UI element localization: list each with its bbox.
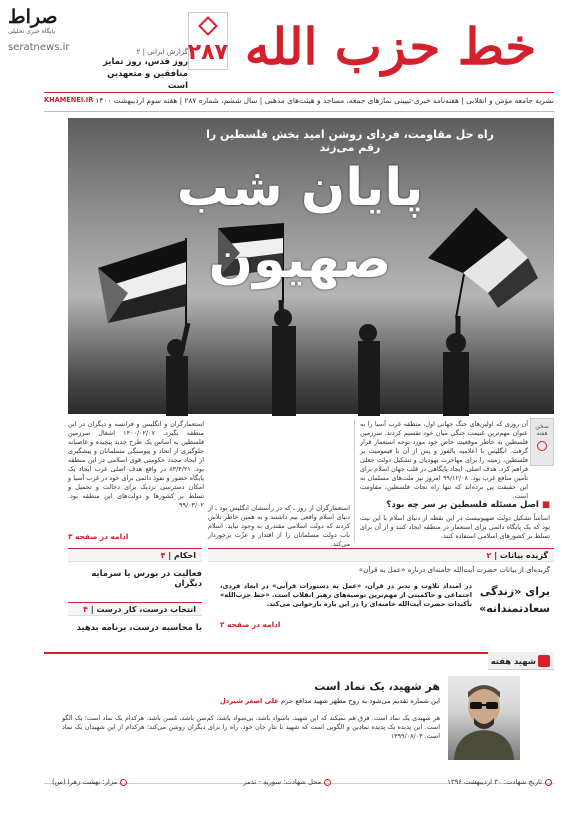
footer-grave: مزار: بهشت زهرا (س) <box>52 778 118 786</box>
emblem-icon <box>198 16 218 36</box>
editorial-icon-box <box>530 418 554 466</box>
martyr-footer <box>52 774 552 790</box>
bayanat-title[interactable]: برای «زندگی سعادتمندانه» <box>479 585 550 615</box>
subheader-site[interactable]: KHAMENEI.IR <box>44 96 94 104</box>
teaser-topline: گزارش ایرانی | ۲ <box>136 48 188 56</box>
masthead-title: خط حزب الله <box>244 17 537 76</box>
divider <box>44 111 554 112</box>
martyr-tab <box>488 652 554 670</box>
subheader-text: نشریه جامعه مؤمن و انقلابی | هفته‌نامه خبری-تبیینی نمازهای جمعه، مساجد و هیئت‌های مذهبی | سال ششم، شماره ۲۸۷ | هفته سوم اردیبهشت ۱۴۰۰ <box>95 96 554 105</box>
section-page: ۴ <box>160 551 166 560</box>
watermark-logo: صراط <box>8 6 58 28</box>
ahkam-story-link[interactable]: فعالیت در بورس یا سرمایه دیگران <box>91 568 202 588</box>
martyr-portrait <box>448 676 520 760</box>
silhouettes <box>166 300 469 416</box>
middle-column-body: استعمارگران از روز ـ که در رأسشان انگلیس بود ـ از دنیای اسلام واقعی بیم داشتند و به همین خاطر تلاش کردند که دولت اسلامی مقتدری به وجود نیاید. اسلام ناب دولت مسلمانان را از اقتدار و عزّت برخوردار می‌کند. <box>208 504 350 548</box>
location-icon <box>324 779 331 786</box>
martyr-lead-text: این شماره تقدیم می‌شود به روح مطهر شهید مدافع حرم <box>281 697 440 705</box>
divider <box>44 92 554 93</box>
footer-place: محل شهادت: سوریه - تدمر <box>243 778 322 786</box>
section-page: ۴ <box>83 605 88 614</box>
flag-left <box>98 238 186 328</box>
martyr-body: هر شهیدی یک نماد است. فرق هم نمیکند که این شهید، باسواد باشد، بی‌سواد باشد، کم‌سن باشد، مُسن باشد. هرکدام یک نماد است؛ یک الگو است. این پدیده یک پدیده نمادین و الگویی است که شهید با نثار جان خود، راه را برای دیگران روشن می‌کند؛ هرکدام از این شهیدان یک نماد است. ۱۳۹۹/۰۸/۰۳ <box>62 714 440 740</box>
martyr-tab-label: شهید هفته <box>490 656 536 666</box>
watermark <box>8 6 100 53</box>
martyr-footer-item <box>52 778 127 786</box>
teaser-line-2: منافقین و متعهدین است <box>107 69 188 91</box>
section-label: گزیده بیانات <box>499 551 548 560</box>
section-header-ahkam: احکام | ۴ <box>68 548 202 562</box>
section-label: انتخاب درست، کار درست <box>96 605 196 614</box>
question-heading <box>360 500 550 512</box>
quote-icon <box>537 441 547 451</box>
martyr-footer-item <box>243 778 331 786</box>
martyr-tab-icon <box>538 655 550 667</box>
martyr-title: هر شهید، یک نماد است <box>314 680 440 693</box>
watermark-site[interactable]: seratnews.ir <box>8 42 70 53</box>
footer-date: تاریخ شهادت: ۳۰ اردیبهشت ۱۳۹۶ <box>447 778 542 786</box>
calendar-icon <box>545 779 552 786</box>
section-page: ۲ <box>486 551 492 560</box>
left-column-body: استعمارگران و انگلیس و فرانسه و دیگران در این منطقه بگیرد. ۱۴۰۰/۰۲/۰۷ اشغال سرزمین فلسطین به اساس یک طرح جدید پیچیده و غاصبانه جلوگیری از اتحاد و پیوستگی مسلمانان و پیشگیری از ایجاد مجدد حکومتی قوی اسلامی در این منطقه بود. ۸۳/۴/۲۱ در واقع هدف اصلی غرب ایجاد یک پایگاه حضور و نفوذ دائمی برای خود در غرب آسیا و امکان دسترسی نزدیک برای دخالت و تحمیل و تسلط بر کشورها و دولت‌های این منطقه بود. ۹۹/۰۳/۰۲ <box>68 420 204 509</box>
masthead-teaser[interactable] <box>90 48 188 90</box>
teaser-line-1: روز قدس، روز تمایز <box>102 57 188 67</box>
bayanat-kicker: گزیده‌ای از بیانات حضرت آیت‌الله خامنه‌ای درباره «عمل به قرآن» <box>358 566 550 574</box>
issue-number: ۲۸۷ <box>187 40 228 65</box>
martyr-name: علی اصغر شیردل <box>219 697 279 705</box>
martyr-photo <box>448 676 520 760</box>
section-label: احکام <box>173 551 196 560</box>
hero-kicker: راه حل مقاومت، فردای روشن امید بخش فلسطین را رقم می‌زند <box>206 128 494 154</box>
watermark-tagline: پایگاه خبری تحلیلی <box>8 28 56 35</box>
entekhab-story-link[interactable]: با محاسبه درست، برنامه بدهید <box>76 622 202 632</box>
bayanat-body: در امتداد تلاوت و تدبر در قرآن، «عمل به دستورات قرآنی» در ابعاد فردی، اجتماعی و حاکمیتی از مهم‌ترین توصیه‌های رهبر انقلاب است. «خط حزب‌الله» تأکیدات حضرت آیت‌الله خامنه‌ای را در این باره بازخوانی می‌کند. <box>220 582 472 609</box>
bayanat-more-link[interactable]: ادامه در صفحه ۲ <box>220 620 281 629</box>
column-divider <box>354 420 355 542</box>
question-text: اصل مسئله فلسطین بر سر چه بود؟ <box>386 500 539 510</box>
left-column-more-link[interactable]: ادامه در صفحه ۳ <box>68 532 129 541</box>
grave-icon <box>120 779 127 786</box>
question-bullet: ■ <box>538 500 550 510</box>
editorial-label: سخن هفته <box>535 423 549 437</box>
section-header-bayanat: گزیده بیانات | ۲ <box>208 548 554 562</box>
section-header-entekhab: انتخاب درست، کار درست | ۴ <box>68 602 202 616</box>
martyr-footer-item <box>447 778 552 786</box>
question-body: اساساً تشکیل دولت صهیونیست در این نقطه از دنیای اسلام با این نیت بود که یک پایگاه دائمی برای استعمار در منطقه ایجاد کنند و از آن برای تسلط بر کشورهای اسلامی استفاده کنند. <box>360 514 550 540</box>
right-column-body: آن روزی که اولین‌های جنگ جهانی اول، منطقه غرب آسیا را به عنوان مهم‌ترین غنیمت جنگی میان خود تقسیم کردند. سرزمین فلسطین به خاطر موقعیت خاص خود مورد توجه استعمار قرار گرفت. انگلیس با اعلامیه بالفور و پس از آن با قیمومیت بر فلسطین، زمینه را برای مهاجرت یهودیان و تشکیل دولت جعلی فراهم کرد. هدف اصلی، ایجاد پایگاهی در قلب جهان اسلام برای تأمین منافع غرب بود. ۹۹/۱۲/۰۸ امروز نیز ملت‌های مسلمان به این حقیقت پی برده‌اند که تنها راه نجات فلسطین، مقاومت است. <box>360 420 529 500</box>
hero-headline: پایان شب صهیون <box>176 158 424 290</box>
subheader-bar <box>44 96 554 109</box>
